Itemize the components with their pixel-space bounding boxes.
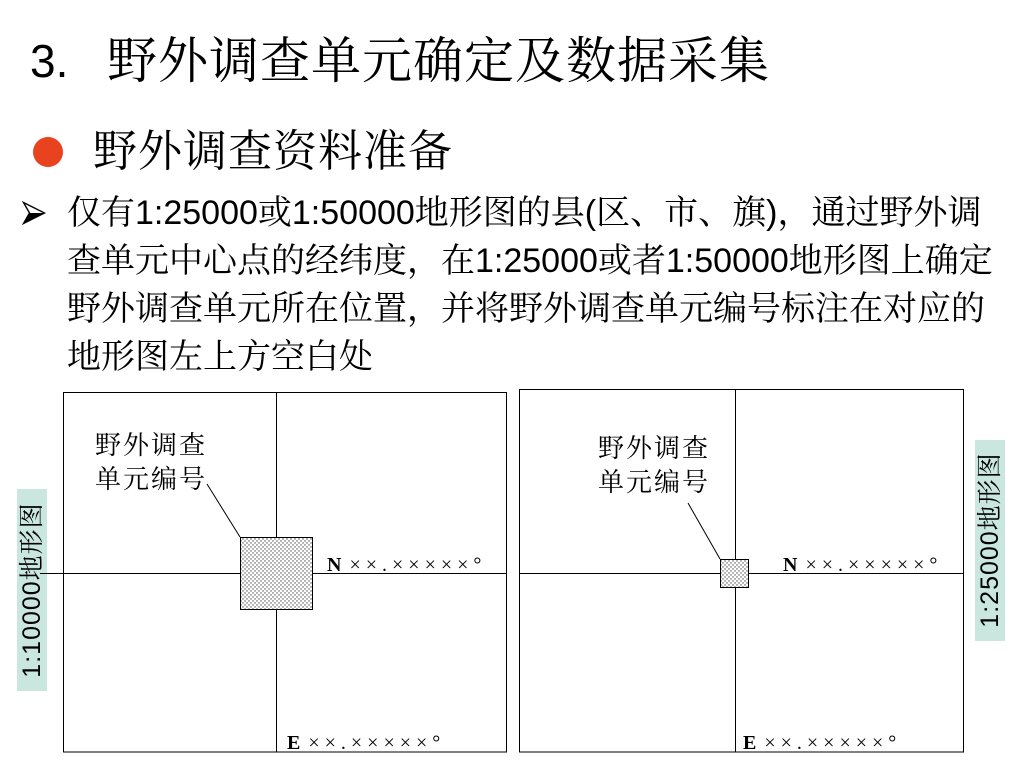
topo-map-left xyxy=(17,392,507,754)
scale-label: 1:10000地形图 xyxy=(18,502,46,678)
unit-label-line-1: 野外调查 xyxy=(598,434,711,464)
latitude-label xyxy=(327,554,486,576)
longitude-value: ××.×××××° xyxy=(308,732,446,754)
latitude-label xyxy=(783,554,942,576)
title-number: 3. xyxy=(30,35,69,87)
longitude-label xyxy=(287,732,445,754)
longitude-axis-letter: E xyxy=(743,732,762,754)
survey-unit-square xyxy=(721,560,749,588)
survey-unit-square xyxy=(241,538,313,610)
latitude-value: ××.×××××° xyxy=(805,554,943,576)
section-heading: 野外调查资料准备 xyxy=(93,127,453,176)
latitude-axis-letter: N xyxy=(327,554,347,576)
paragraph-line-4: 地形图左上方空白处 xyxy=(67,338,373,376)
topo-map-right xyxy=(519,389,1005,754)
unit-label-line-2: 单元编号 xyxy=(95,465,208,495)
slide-title: 野外调查单元确定及数据采集 xyxy=(107,33,770,89)
label-leader-line xyxy=(688,503,720,559)
latitude-value: ××.×××××° xyxy=(349,554,487,576)
latitude-axis-letter: N xyxy=(783,554,803,576)
label-leader-line xyxy=(207,484,240,537)
paragraph-line-2: 查单元中心点的经纬度，在1:25000或者1:50000地形图上确定 xyxy=(67,242,993,280)
map-diagrams xyxy=(0,380,1024,768)
longitude-label xyxy=(743,732,901,754)
longitude-value: ××.×××××° xyxy=(764,732,902,754)
unit-label-line-1: 野外调查 xyxy=(95,431,208,461)
paragraph-line-3: 野外调查单元所在位置，并将野外调查单元编号标注在对应的 xyxy=(67,290,985,328)
unit-label-line-2: 单元编号 xyxy=(598,468,711,498)
longitude-axis-letter: E xyxy=(287,732,306,754)
arrowhead-bullet-icon xyxy=(22,201,46,225)
paragraph-line-1: 仅有1:25000或1:50000地形图的县(区、市、旗)，通过野外调 xyxy=(67,194,982,232)
scale-label: 1:25000地形图 xyxy=(976,452,1004,628)
red-circle-bullet-icon xyxy=(33,137,63,167)
